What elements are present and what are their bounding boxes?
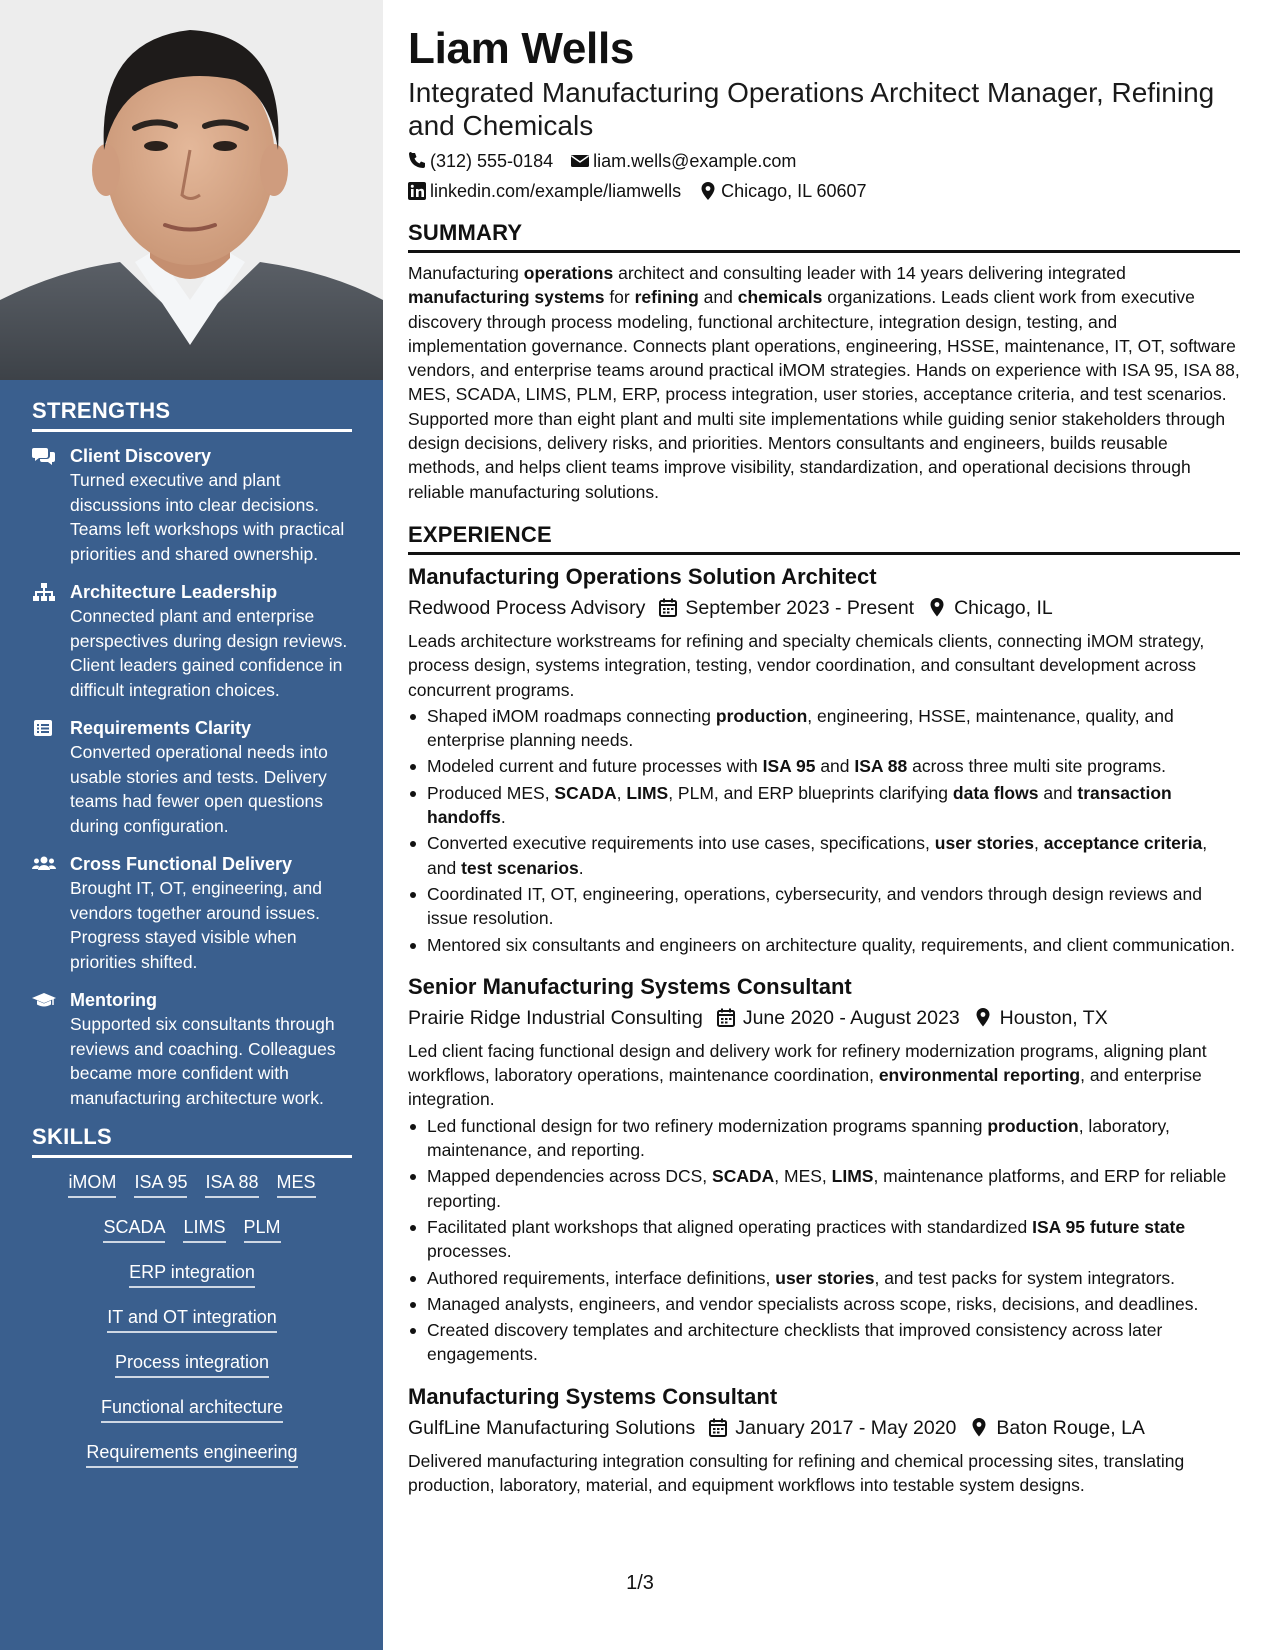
skill-tag: IT and OT integration [107,1305,276,1333]
calendar-icon [659,598,677,617]
profile-photo [0,0,383,380]
email-link[interactable]: liam.wells@example.com [593,151,797,171]
job-entry [408,1383,1240,1498]
bullet-item: Authored requirements, interface definitions, user stories, and test packs for system integrators. [408,1266,1240,1290]
job-entry [408,973,1240,1367]
bullet-item: Modeled current and future processes with ISA 95 and ISA 88 across three multi site programs. [408,754,1240,778]
bullet-item: Mentored six consultants and engineers on architecture quality, requirements, and client communication. [408,933,1240,957]
strength-title: Cross Functional Delivery [70,854,293,874]
sitemap-icon [32,580,70,702]
main-content [408,22,1240,1497]
sidebar-content [32,398,352,1485]
bullet-item: Mapped dependencies across DCS, SCADA, MES, LIMS, maintenance platforms, and ERP for reliable reporting. [408,1164,1240,1213]
bullet-item: Led functional design for two refinery modernization programs spanning production, laboratory, maintenance, and reporting. [408,1114,1240,1163]
job-title: Manufacturing Systems Consultant [408,1383,778,1409]
job-meta [408,1005,1240,1031]
strength-desc: Brought IT, OT, engineering, and vendors together around issues. Progress stayed visible when priorities shifted. [70,878,322,972]
job-location: Houston, TX [999,1006,1108,1029]
calendar-icon [709,1418,727,1437]
skill-tag: iMOM [68,1170,116,1198]
bullet-item: Shaped iMOM roadmaps connecting production, engineering, HSSE, maintenance, quality, and enterprise planning needs. [408,704,1240,753]
contact-row [408,180,1240,202]
skill-tag: Process integration [115,1350,269,1378]
phone-text: (312) 555-0184 [430,151,554,171]
summary-heading: SUMMARY [408,220,1240,253]
job-dates: September 2023 - Present [685,596,915,619]
skill-tag: ISA 88 [205,1170,258,1198]
strength-title: Architecture Leadership [70,582,278,602]
job-title: Senior Manufacturing Systems Consultant [408,973,852,999]
skill-tag: SCADA [103,1215,165,1243]
comments-icon [32,444,70,566]
strength-item [32,444,352,566]
summary-text: Manufacturing operations architect and consulting leader with 14 years delivering integrated manufacturing systems for refining and chemicals organizations. Leads client work from executive discovery through process modeling, functional architecture, integration design, testing, and implementation governance. Connects plant operations, engineering, HSSE, maintenance, IT, OT, software vendors, and enterprise teams around practical iMOM strategies. Hands on experience with ISA 95, ISA 88, MES, SCADA, LIMS, PLM, ERP, process integration, user stories, acceptance criteria, and test scenarios. Supported more than eight plant and multi site implementations while guiding senior stakeholders through design decisions, delivery risks, and priorities. Mentors consultants and engineers, builds reusable methods, and helps client teams improve visibility, standardization, and operational decisions through reliable manufacturing solutions. [408,263,1240,502]
skill-tag: MES [277,1170,316,1198]
bullet-item: Produced MES, SCADA, LIMS, PLM, and ERP blueprints clarifying data flows and transaction handoffs. [408,781,1240,830]
strength-title: Requirements Clarity [70,718,252,738]
skills-list [32,1170,352,1468]
bullet-item: Coordinated IT, OT, engineering, operations, cybersecurity, and vendors through design reviews and issue resolution. [408,882,1240,931]
experience-heading: EXPERIENCE [408,522,1240,555]
strength-item [32,580,352,702]
skills-heading: SKILLS [32,1124,352,1158]
skill-tag: Functional architecture [101,1395,283,1423]
job-title: Manufacturing Operations Solution Architect [408,563,877,589]
skill-tag: ISA 95 [134,1170,187,1198]
job-company: Prairie Ridge Industrial Consulting [408,1006,703,1029]
calendar-icon [717,1008,735,1027]
strength-title: Mentoring [70,990,157,1010]
skill-tag: PLM [244,1215,281,1243]
job-entry [408,563,1240,957]
strength-item [32,988,352,1110]
candidate-name: Liam Wells [408,24,635,73]
job-bullets [408,1114,1240,1367]
job-description: Led client facing functional design and delivery work for refinery modernization programs, aligning plant workflows, laboratory operations, maintenance coordination, environmental reporting, and enterprise integration. [408,1040,1207,1110]
page-number: 1/3 [626,1572,654,1594]
bullet-item: Managed analysts, engineers, and vendor specialists across scope, risks, decisions, and deadlines. [408,1292,1240,1316]
strength-item [32,716,352,838]
strength-desc: Turned executive and plant discussions into clear decisions. Teams left workshops with practical priorities and shared ownership. [70,470,345,564]
envelope-icon [571,152,589,170]
strength-title: Client Discovery [70,446,212,466]
map-marker-icon [699,182,717,200]
graduation-cap-icon [32,988,70,1110]
job-meta [408,595,1240,621]
map-marker-icon [970,1418,988,1437]
job-meta [408,1415,1240,1441]
map-marker-icon [974,1008,992,1027]
job-dates: January 2017 - May 2020 [735,1416,957,1439]
strength-desc: Converted operational needs into usable stories and tests. Delivery teams had fewer open questions during configuration. [70,742,328,836]
strength-item [32,852,352,974]
skill-tag: LIMS [183,1215,225,1243]
job-description: Leads architecture workstreams for refining and specialty chemicals clients, connecting iMOM strategy, process design, systems integration, testing, vendor coordination, and consultant development across concurrent programs. [408,630,1205,700]
job-description: Delivered manufacturing integration consulting for refining and chemical processing sites, translating production, laboratory, material, and equipment workflows into testable system designs. [408,1450,1185,1495]
strength-desc: Supported six consultants through reviews and coaching. Colleagues became more confident with manufacturing architecture work. [70,1014,336,1108]
candidate-title: Integrated Manufacturing Operations Architect Manager, Refining and Chemicals [408,77,1215,141]
sidebar [0,0,383,1650]
strengths-heading: STRENGTHS [32,398,352,432]
job-company: Redwood Process Advisory [408,596,646,619]
job-location: Baton Rouge, LA [996,1416,1145,1439]
linkedin-link[interactable]: linkedin.com/example/liamwells [430,181,682,201]
job-dates: June 2020 - August 2023 [742,1006,960,1029]
job-bullets [408,704,1240,957]
skill-tag: ERP integration [129,1260,255,1288]
linkedin-icon [408,182,426,200]
portrait-image [0,0,383,380]
job-company: GulfLine Manufacturing Solutions [408,1416,696,1439]
bullet-item: Created discovery templates and architecture checklists that improved consistency across later engagements. [408,1318,1240,1367]
bullet-item: Converted executive requirements into use cases, specifications, user stories, acceptance criteria, and test scenarios. [408,831,1240,880]
contact-row [408,150,1240,172]
bullet-item: Facilitated plant workshops that aligned operating practices with standardized ISA 95 future state processes. [408,1215,1240,1264]
skill-tag: Requirements engineering [86,1440,297,1468]
job-location: Chicago, IL [954,596,1053,619]
strength-desc: Connected plant and enterprise perspectives during design reviews. Client leaders gained confidence in difficult integration choices. [70,606,348,700]
map-marker-icon [928,598,946,617]
location-text: Chicago, IL 60607 [721,181,867,201]
list-icon [32,716,70,838]
phone-icon [408,152,426,170]
users-icon [32,852,70,974]
